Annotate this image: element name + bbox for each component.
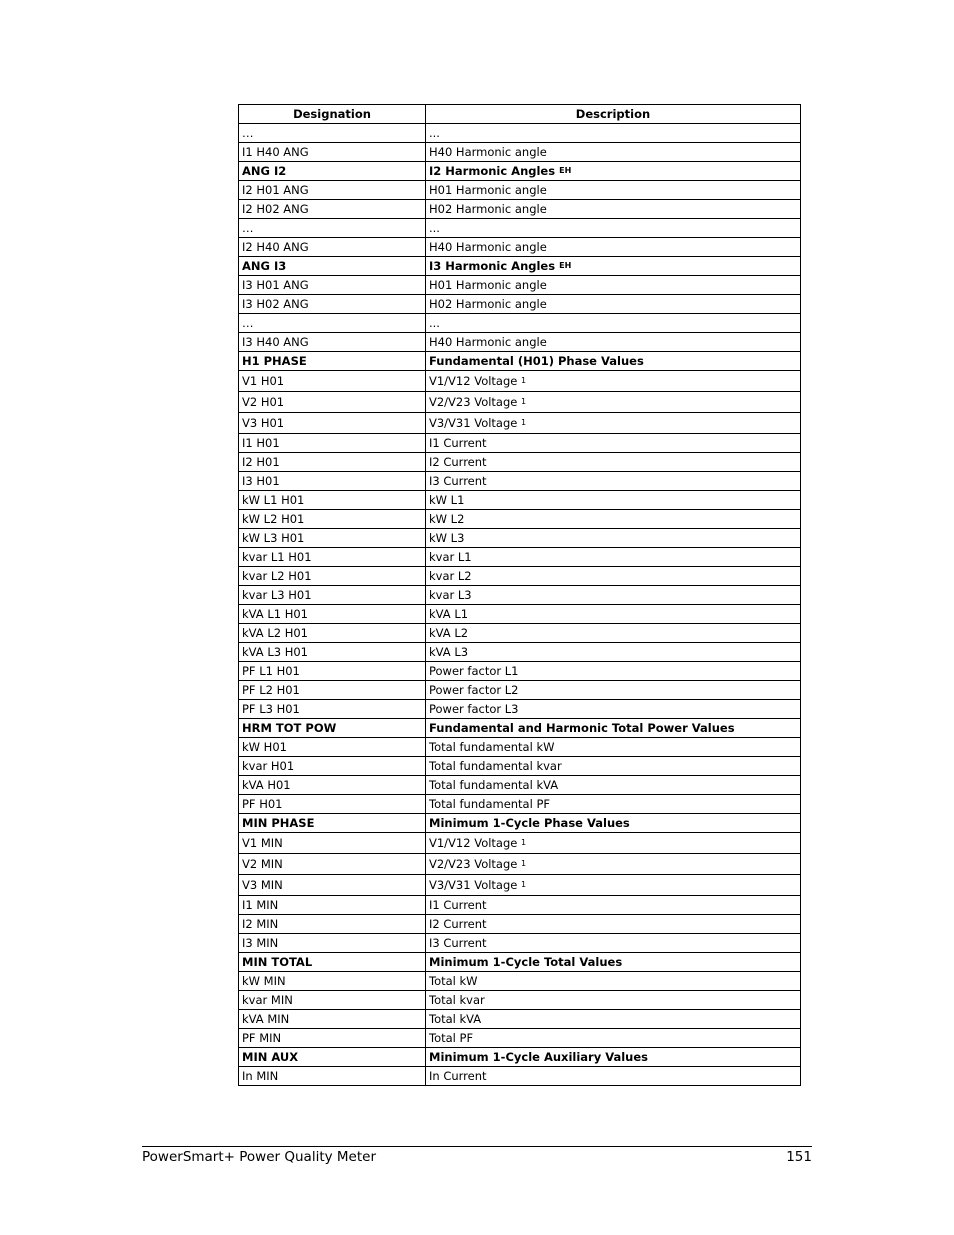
description-text: ...: [429, 316, 440, 330]
designation-cell: I3 H40 ANG: [239, 333, 426, 352]
description-text: V2/V23 Voltage: [429, 395, 518, 409]
designation-cell: MIN TOTAL: [239, 953, 426, 972]
description-cell: [426, 795, 801, 814]
description-text: Power factor L3: [429, 702, 519, 716]
section-header-row: [239, 814, 801, 833]
designation-cell: V2 MIN: [239, 854, 426, 875]
description-cell: [426, 257, 801, 276]
description-text: H02 Harmonic angle: [429, 297, 547, 311]
description-cell: [426, 219, 801, 238]
table-row: [239, 934, 801, 953]
description-text: kW L3: [429, 531, 465, 545]
description-cell: [426, 915, 801, 934]
footnote-marker: 1: [521, 838, 527, 847]
description-cell: [426, 548, 801, 567]
table-row: [239, 738, 801, 757]
description-text: kVA L3: [429, 645, 469, 659]
designation-cell: V2 H01: [239, 392, 426, 413]
designation-cell: PF L1 H01: [239, 662, 426, 681]
table-row: [239, 413, 801, 434]
designation-cell: I2 MIN: [239, 915, 426, 934]
description-cell: [426, 875, 801, 896]
table-row: [239, 1029, 801, 1048]
designation-cell: I2 H40 ANG: [239, 238, 426, 257]
table-row: [239, 833, 801, 854]
description-cell: [426, 972, 801, 991]
description-cell: [426, 143, 801, 162]
designation-table: [238, 104, 801, 1086]
footnote-marker: 1: [521, 376, 527, 385]
table-row: [239, 453, 801, 472]
table-row: [239, 776, 801, 795]
description-text: Fundamental and Harmonic Total Power Values: [429, 721, 735, 735]
description-text: H40 Harmonic angle: [429, 335, 547, 349]
footnote-marker: EH: [559, 166, 572, 175]
description-cell: [426, 896, 801, 915]
table-row: [239, 219, 801, 238]
designation-cell: kW L1 H01: [239, 491, 426, 510]
table-row: [239, 662, 801, 681]
description-cell: [426, 413, 801, 434]
description-text: kW L1: [429, 493, 465, 507]
table-row: [239, 529, 801, 548]
table-row: [239, 700, 801, 719]
description-cell: [426, 991, 801, 1010]
description-text: kvar L2: [429, 569, 472, 583]
designation-cell: MIN AUX: [239, 1048, 426, 1067]
description-text: Total fundamental kVA: [429, 778, 559, 792]
description-text: V3/V31 Voltage: [429, 878, 518, 892]
description-cell: [426, 757, 801, 776]
description-cell: [426, 371, 801, 392]
description-cell: [426, 453, 801, 472]
description-text: H01 Harmonic angle: [429, 278, 547, 292]
description-cell: [426, 662, 801, 681]
description-text: kVA L1: [429, 607, 469, 621]
table-row: [239, 567, 801, 586]
description-text: I2 Current: [429, 917, 487, 931]
description-text: Total fundamental PF: [429, 797, 551, 811]
description-text: H01 Harmonic angle: [429, 183, 547, 197]
table-row: [239, 314, 801, 333]
table-header-row: [239, 105, 801, 124]
table-row: [239, 491, 801, 510]
table-row: [239, 276, 801, 295]
description-cell: [426, 333, 801, 352]
footnote-marker: EH: [559, 261, 572, 270]
description-cell: [426, 314, 801, 333]
description-text: I3 Current: [429, 474, 487, 488]
designation-cell: kW H01: [239, 738, 426, 757]
description-cell: [426, 738, 801, 757]
designation-cell: …: [239, 124, 426, 143]
description-text: kvar L3: [429, 588, 472, 602]
description-text: Total kVA: [429, 1012, 482, 1026]
table-row: [239, 643, 801, 662]
designation-cell: I2 H02 ANG: [239, 200, 426, 219]
description-cell: [426, 624, 801, 643]
table-body: [239, 124, 801, 1086]
designation-cell: PF MIN: [239, 1029, 426, 1048]
description-cell: [426, 643, 801, 662]
designation-cell: kVA L3 H01: [239, 643, 426, 662]
designation-cell: I3 H01 ANG: [239, 276, 426, 295]
description-cell: [426, 238, 801, 257]
designation-cell: ANG I3: [239, 257, 426, 276]
designation-cell: …: [239, 314, 426, 333]
description-cell: [426, 200, 801, 219]
designation-cell: kVA L1 H01: [239, 605, 426, 624]
designation-cell: I1 H40 ANG: [239, 143, 426, 162]
description-text: I1 Current: [429, 436, 487, 450]
designation-cell: V1 MIN: [239, 833, 426, 854]
description-cell: [426, 934, 801, 953]
designation-cell: kW L3 H01: [239, 529, 426, 548]
description-cell: [426, 719, 801, 738]
designation-cell: kvar MIN: [239, 991, 426, 1010]
table-row: [239, 972, 801, 991]
table-row: [239, 896, 801, 915]
description-cell: [426, 510, 801, 529]
section-header-row: [239, 162, 801, 181]
description-cell: [426, 833, 801, 854]
designation-cell: I2 H01 ANG: [239, 181, 426, 200]
description-cell: [426, 392, 801, 413]
description-text: Power factor L2: [429, 683, 519, 697]
description-text: V3/V31 Voltage: [429, 416, 518, 430]
footnote-marker: 1: [521, 859, 527, 868]
description-text: Total PF: [429, 1031, 474, 1045]
table-row: [239, 991, 801, 1010]
header-description: Description: [426, 105, 801, 124]
table-row: [239, 624, 801, 643]
designation-cell: I3 MIN: [239, 934, 426, 953]
designation-cell: kW MIN: [239, 972, 426, 991]
table-row: [239, 548, 801, 567]
table-row: [239, 472, 801, 491]
description-cell: [426, 1048, 801, 1067]
description-text: Minimum 1-Cycle Auxiliary Values: [429, 1050, 649, 1064]
description-text: Total fundamental kW: [429, 740, 555, 754]
description-text: H40 Harmonic angle: [429, 240, 547, 254]
table-row: [239, 757, 801, 776]
table-row: [239, 1010, 801, 1029]
page-footer: [142, 1146, 812, 1165]
designation-cell: MIN PHASE: [239, 814, 426, 833]
description-text: I2 Current: [429, 455, 487, 469]
description-cell: [426, 295, 801, 314]
description-cell: [426, 276, 801, 295]
section-header-row: [239, 719, 801, 738]
table-row: [239, 392, 801, 413]
description-text: Minimum 1-Cycle Phase Values: [429, 816, 630, 830]
description-text: I2 Harmonic Angles: [429, 164, 556, 178]
description-cell: [426, 1010, 801, 1029]
table-row: [239, 200, 801, 219]
designation-cell: In MIN: [239, 1067, 426, 1086]
description-text: Power factor L1: [429, 664, 519, 678]
description-cell: [426, 162, 801, 181]
designation-cell: I1 MIN: [239, 896, 426, 915]
table-row: [239, 238, 801, 257]
description-cell: [426, 1067, 801, 1086]
table-row: [239, 510, 801, 529]
description-text: ...: [429, 221, 440, 235]
designation-cell: …: [239, 219, 426, 238]
footnote-marker: 1: [521, 397, 527, 406]
designation-cell: kvar L3 H01: [239, 586, 426, 605]
description-text: Total fundamental kvar: [429, 759, 562, 773]
description-text: kW L2: [429, 512, 465, 526]
designation-table-container: [238, 104, 800, 1086]
description-cell: [426, 472, 801, 491]
table-row: [239, 795, 801, 814]
designation-cell: PF L2 H01: [239, 681, 426, 700]
description-text: Total kvar: [429, 993, 485, 1007]
description-cell: [426, 700, 801, 719]
designation-cell: I3 H01: [239, 472, 426, 491]
description-cell: [426, 529, 801, 548]
description-text: Total kW: [429, 974, 478, 988]
table-row: [239, 1067, 801, 1086]
designation-cell: V3 MIN: [239, 875, 426, 896]
designation-cell: I1 H01: [239, 434, 426, 453]
description-text: Fundamental (H01) Phase Values: [429, 354, 644, 368]
description-text: kVA L2: [429, 626, 469, 640]
footnote-marker: 1: [521, 880, 527, 889]
description-cell: [426, 124, 801, 143]
description-text: H40 Harmonic angle: [429, 145, 547, 159]
description-cell: [426, 953, 801, 972]
description-text: H02 Harmonic angle: [429, 202, 547, 216]
description-text: In Current: [429, 1069, 487, 1083]
description-text: kvar L1: [429, 550, 472, 564]
footer-title: PowerSmart+ Power Quality Meter: [142, 1149, 376, 1165]
designation-cell: kVA H01: [239, 776, 426, 795]
designation-cell: kvar H01: [239, 757, 426, 776]
description-text: V2/V23 Voltage: [429, 857, 518, 871]
section-header-row: [239, 1048, 801, 1067]
page-number: 151: [786, 1149, 812, 1165]
table-row: [239, 295, 801, 314]
description-cell: [426, 567, 801, 586]
section-header-row: [239, 953, 801, 972]
designation-cell: PF H01: [239, 795, 426, 814]
designation-cell: kvar L1 H01: [239, 548, 426, 567]
table-row: [239, 181, 801, 200]
table-row: [239, 371, 801, 392]
designation-cell: kVA L2 H01: [239, 624, 426, 643]
description-cell: [426, 854, 801, 875]
designation-cell: V3 H01: [239, 413, 426, 434]
description-cell: [426, 681, 801, 700]
description-cell: [426, 434, 801, 453]
footnote-marker: 1: [521, 418, 527, 427]
description-cell: [426, 491, 801, 510]
section-header-row: [239, 257, 801, 276]
description-text: ...: [429, 126, 440, 140]
description-cell: [426, 352, 801, 371]
section-header-row: [239, 352, 801, 371]
table-row: [239, 124, 801, 143]
description-text: I1 Current: [429, 898, 487, 912]
table-row: [239, 143, 801, 162]
designation-cell: V1 H01: [239, 371, 426, 392]
table-row: [239, 605, 801, 624]
description-cell: [426, 776, 801, 795]
description-cell: [426, 586, 801, 605]
designation-cell: kvar L2 H01: [239, 567, 426, 586]
designation-cell: I3 H02 ANG: [239, 295, 426, 314]
header-designation: Designation: [239, 105, 426, 124]
designation-cell: HRM TOT POW: [239, 719, 426, 738]
description-text: I3 Current: [429, 936, 487, 950]
designation-cell: PF L3 H01: [239, 700, 426, 719]
description-text: V1/V12 Voltage: [429, 836, 518, 850]
description-text: V1/V12 Voltage: [429, 374, 518, 388]
table-row: [239, 854, 801, 875]
designation-cell: ANG I2: [239, 162, 426, 181]
table-row: [239, 681, 801, 700]
designation-cell: kW L2 H01: [239, 510, 426, 529]
designation-cell: H1 PHASE: [239, 352, 426, 371]
table-row: [239, 586, 801, 605]
description-text: I3 Harmonic Angles: [429, 259, 556, 273]
designation-cell: kVA MIN: [239, 1010, 426, 1029]
description-cell: [426, 181, 801, 200]
table-row: [239, 434, 801, 453]
description-cell: [426, 605, 801, 624]
table-row: [239, 875, 801, 896]
description-cell: [426, 814, 801, 833]
table-row: [239, 915, 801, 934]
designation-cell: I2 H01: [239, 453, 426, 472]
description-text: Minimum 1-Cycle Total Values: [429, 955, 623, 969]
description-cell: [426, 1029, 801, 1048]
table-row: [239, 333, 801, 352]
